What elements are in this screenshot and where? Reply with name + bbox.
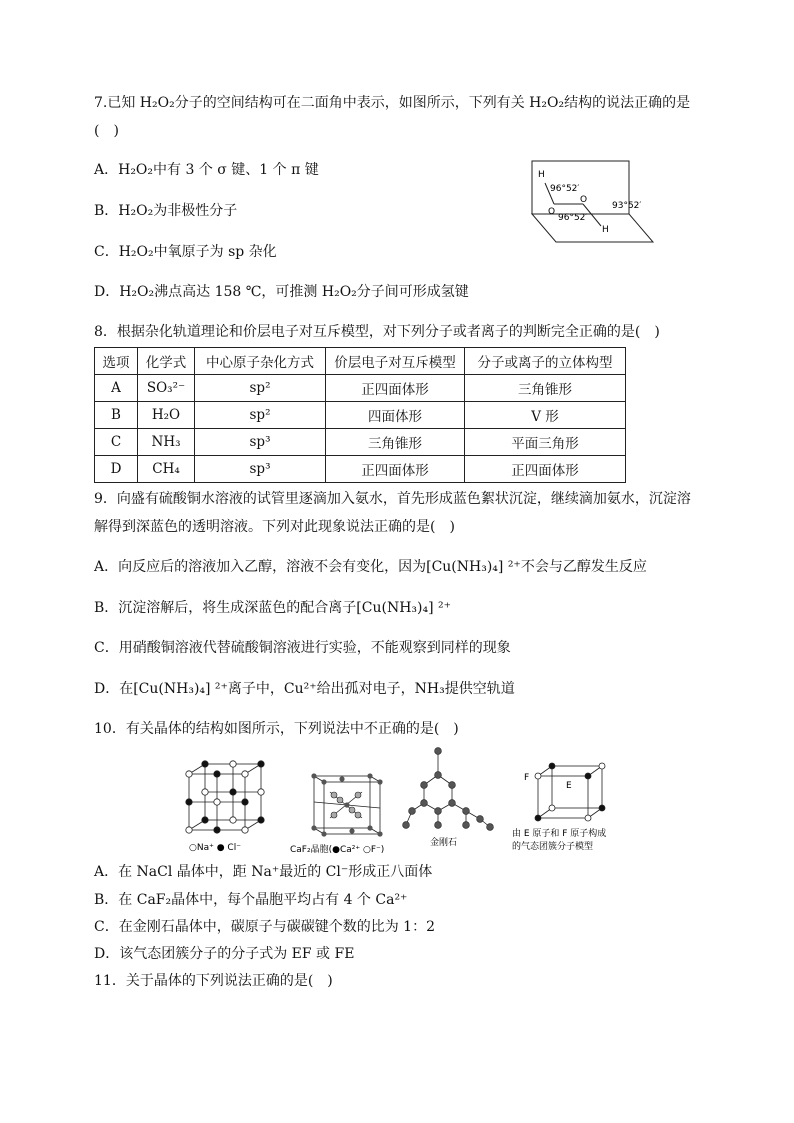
cluster-caption-line2: 的气态团簇分子模型	[512, 842, 594, 852]
table-cell: sp³	[195, 429, 326, 456]
table-header-cell: 选项	[95, 348, 138, 375]
table-row	[95, 456, 626, 483]
diamond-caption: 金刚石	[430, 838, 458, 848]
table-cell: NH₃	[138, 429, 195, 456]
q10-option-c: C．在金刚石晶体中，碳原子与碳碳键个数的比为 1：2	[94, 919, 435, 935]
caf2-crystal-figure	[290, 768, 390, 856]
q7-paren: ( )	[94, 123, 119, 139]
q11-stem: 11．关于晶体的下列说法正确的是( )	[94, 973, 333, 989]
o-atom-label: O	[580, 195, 588, 205]
q7-option-a: A．H₂O₂中有 3 个 σ 键、1 个 π 键	[94, 162, 319, 178]
cluster-caption-line1: 由 E 原子和 F 原子构成	[512, 829, 607, 839]
caf2-caption: CaF₂晶胞(●Ca²⁺ ○F⁻)	[290, 845, 385, 855]
q10-stem: 10．有关晶体的结构如图所示，下列说法中不正确的是( )	[94, 721, 459, 737]
angle-label: 93°52′	[612, 201, 642, 211]
table-cell: C	[95, 429, 138, 456]
nacl-caption: ○Na⁺ ● Cl⁻	[189, 843, 241, 853]
table-cell: sp²	[195, 402, 326, 429]
table-cell: 四面体形	[326, 402, 465, 429]
table-row	[95, 402, 626, 429]
q9-stem-line2: 解得到深蓝色的透明溶液。下列对此现象说法正确的是( )	[94, 519, 455, 535]
f-atom-label: F	[524, 773, 530, 783]
table-header-cell: 分子或离子的立体构型	[465, 348, 626, 375]
q10-option-b: B．在 CaF₂晶体中，每个晶胞平均占有 4 个 Ca²⁺	[94, 892, 408, 908]
table-cell: 正四面体形	[326, 375, 465, 402]
q7-option-c: C．H₂O₂中氧原子为 sp 杂化	[94, 244, 277, 260]
table-header-cell: 价层电子对互斥模型	[326, 348, 465, 375]
table-cell: 三角锥形	[326, 429, 465, 456]
table-row	[95, 375, 626, 402]
table-cell: B	[95, 402, 138, 429]
table-header-row	[95, 348, 626, 375]
q7-stem: 7.已知 H₂O₂分子的空间结构可在二面角中表示，如图所示，下列有关 H₂O₂结构的说法正确的是	[94, 95, 691, 111]
table-cell: sp³	[195, 456, 326, 483]
e-atom-label: E	[566, 781, 572, 791]
q8-table	[94, 347, 626, 483]
q9-option-a: A．向反应后的溶液加入乙醇，溶液不会有变化，因为[Cu(NH₃)₄] ²⁺不会与乙醇发生反应	[94, 559, 647, 575]
table-row	[95, 429, 626, 456]
table-cell: H₂O	[138, 402, 195, 429]
nacl-crystal-figure	[183, 760, 268, 855]
table-cell: V 形	[465, 402, 626, 429]
table-header-cell: 中心原子杂化方式	[195, 348, 326, 375]
table-cell: 正四面体形	[465, 456, 626, 483]
table-cell: D	[95, 456, 138, 483]
q10-option-a: A．在 NaCl 晶体中，距 Na⁺最近的 Cl⁻形成正八面体	[94, 864, 433, 880]
table-header-cell: 化学式	[138, 348, 195, 375]
table-cell: A	[95, 375, 138, 402]
q9-option-b: B．沉淀溶解后，将生成深蓝色的配合离子[Cu(NH₃)₄] ²⁺	[94, 600, 451, 616]
q9-stem-line1: 9．向盛有硫酸铜水溶液的试管里逐滴加入氨水，首先形成蓝色絮状沉淀，继续滴加氨水，沉淀溶	[94, 491, 691, 507]
h-atom-label: H	[538, 170, 545, 180]
table-cell: 三角锥形	[465, 375, 626, 402]
table-cell: sp²	[195, 375, 326, 402]
q7-option-b: B．H₂O₂为非极性分子	[94, 203, 238, 219]
table-cell: CH₄	[138, 456, 195, 483]
angle-label: 96°52′	[550, 184, 580, 194]
cluster-molecule-figure	[508, 760, 618, 856]
q9-option-d: D．在[Cu(NH₃)₄] ²⁺离子中，Cu²⁺给出孤对电子，NH₃提供空轨道	[94, 681, 515, 697]
diamond-crystal-figure	[398, 745, 500, 849]
q7-option-d: D．H₂O₂沸点高达 158 ℃，可推测 H₂O₂分子间可形成氢键	[94, 284, 469, 300]
h-atom-label: H	[602, 225, 609, 235]
q10-option-d: D．该气态团簇分子的分子式为 EF 或 FE	[94, 946, 355, 962]
angle-label: 96°52′	[558, 213, 588, 223]
table-cell: 正四面体形	[326, 456, 465, 483]
q9-option-c: C．用硝酸铜溶液代替硫酸铜溶液进行实验，不能观察到同样的现象	[94, 640, 511, 656]
table-cell: SO₃²⁻	[138, 375, 195, 402]
h2o2-dihedral-figure	[518, 158, 670, 246]
o-atom-label: O	[548, 207, 556, 217]
q8-stem: 8．根据杂化轨道理论和价层电子对互斥模型，对下列分子或者离子的判断完全正确的是( )	[94, 324, 660, 340]
table-cell: 平面三角形	[465, 429, 626, 456]
